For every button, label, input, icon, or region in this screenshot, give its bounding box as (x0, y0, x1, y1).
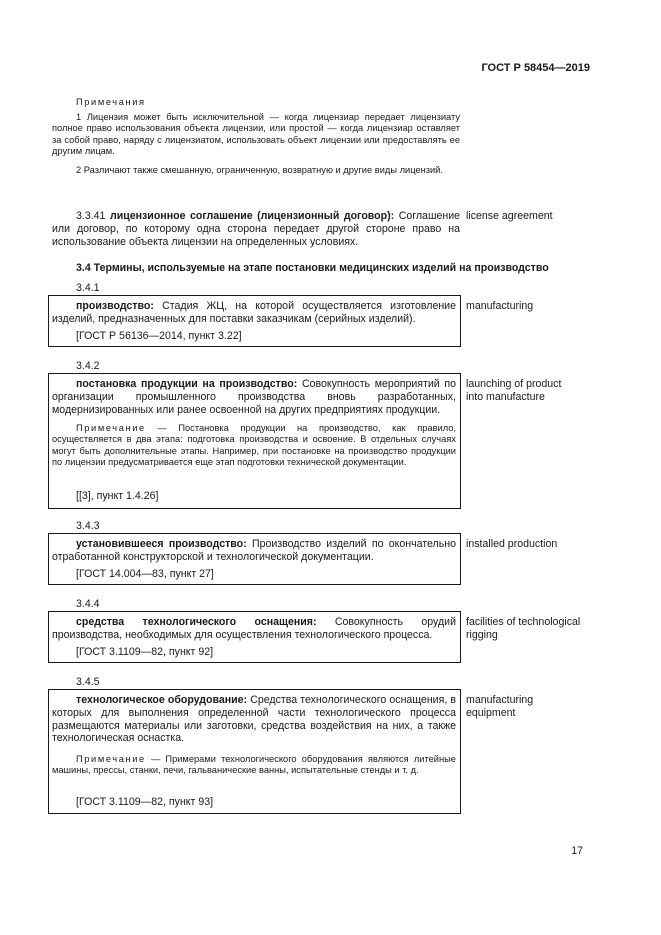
entry-text (52, 694, 456, 745)
term-definition: Соглашение или договор, по которому одна сторона передает другой стороне право на использование объекта лицензии на определенных условиях. (52, 210, 460, 248)
entry-text (52, 378, 456, 416)
entry-term: средства технологического оснащения: (76, 616, 317, 628)
entry-term: производство: (76, 300, 154, 312)
page-number: 17 (571, 845, 583, 857)
entry-term: технологическое оборудование: (76, 694, 248, 706)
note-text: — Постановка продукции на производство, как правило, осуществляется в два этапа: подготовка производства и освоение. В отдельных случаях могут быть дополнительные этапы. Например, при постановке на производство продукции по лицензии предусматривается еще этап подготовки технической документации. (52, 423, 456, 468)
entry-number: 3.4.5 (76, 676, 100, 688)
entry-definition: Совокупность орудий производства, необходимых для осуществления технологического процесса. (52, 616, 456, 641)
section-heading: 3.4 Термины, используемые на этапе постановки медицинских изделий на производство (76, 262, 549, 274)
entry-note (52, 423, 456, 469)
term-name: лицензионное соглашение (лицензионный договор): (110, 210, 395, 222)
entry-english: facilities of technological rigging (466, 616, 581, 641)
entry-text (52, 616, 456, 642)
entry-number: 3.4.3 (76, 520, 100, 532)
entry-english: installed production (466, 538, 558, 550)
document-id: ГОСТ Р 58454—2019 (481, 62, 590, 74)
entry-text (52, 538, 456, 564)
entry-number: 3.4.1 (76, 282, 100, 294)
note-2: 2 Различают также смешанную, ограниченную, возвратную и другие виды лицензий. (76, 165, 443, 175)
entry-number: 3.4.4 (76, 598, 100, 610)
term-english: license agreement (466, 210, 553, 222)
entry-english: manufacturing equipment (466, 694, 534, 719)
note-text: — Примерами технологического оборудования являются литейные машины, прессы, станки, печи, гальванические ванны, испытательные стенды и т. д. (52, 754, 456, 776)
note-label: Примечание (76, 754, 146, 764)
notes-heading: Примечания (76, 97, 146, 107)
entry-definition: Средства технологического оснащения, в которых для выполнения определенной части технологического процесса размещаются материалы или заготовки, средства воздействия на них, а также технологическая оснастка. (52, 694, 456, 745)
entry-term: установившееся производство: (76, 538, 247, 550)
term-number: 3.3.41 (76, 210, 106, 222)
entry-definition: Совокупность мероприятий по организации промышленного производства вновь разработанных, модернизированных или ранее освоенной на других предприятиях продукции. (52, 378, 456, 416)
entry-source: [ГОСТ 3.1109—82, пункт 92] (76, 646, 214, 658)
entry-source: [ГОСТ Р 56136—2014, пункт 3.22] (76, 330, 242, 342)
entry-term: постановка продукции на производство: (76, 378, 298, 390)
entry-number: 3.4.2 (76, 360, 100, 372)
note-1: 1 Лицензия может быть исключительной — когда лицензиар передает лицензиату полное право использования объекта лицензии, или простой — когда лицензиар оставляет за собой право, наряду с лицензиатом, использовать объект лицензии или предоставлять ее другим лицам. (52, 112, 460, 157)
entry-english: manufacturing (466, 300, 534, 312)
entry-source: [[3], пункт 1.4.26] (76, 490, 159, 502)
entry-definition: Производство изделий по окончательно отработанной конструкторской и технологической документации. (52, 538, 456, 563)
note-label: Примечание (76, 423, 146, 433)
entry-definition: Стадия ЖЦ, на которой осуществляется изготовление изделий, предназначенных для поставки заказчикам (серийных изделий). (52, 300, 456, 325)
entry-note (52, 754, 456, 777)
term-3-3-41 (52, 210, 460, 248)
entry-source: [ГОСТ 14.004—83, пункт 27] (76, 568, 214, 580)
entry-source: [ГОСТ 3.1109—82, пункт 93] (76, 796, 214, 808)
entry-english: launching of product into manufacture (466, 378, 562, 403)
entry-text (52, 300, 456, 326)
